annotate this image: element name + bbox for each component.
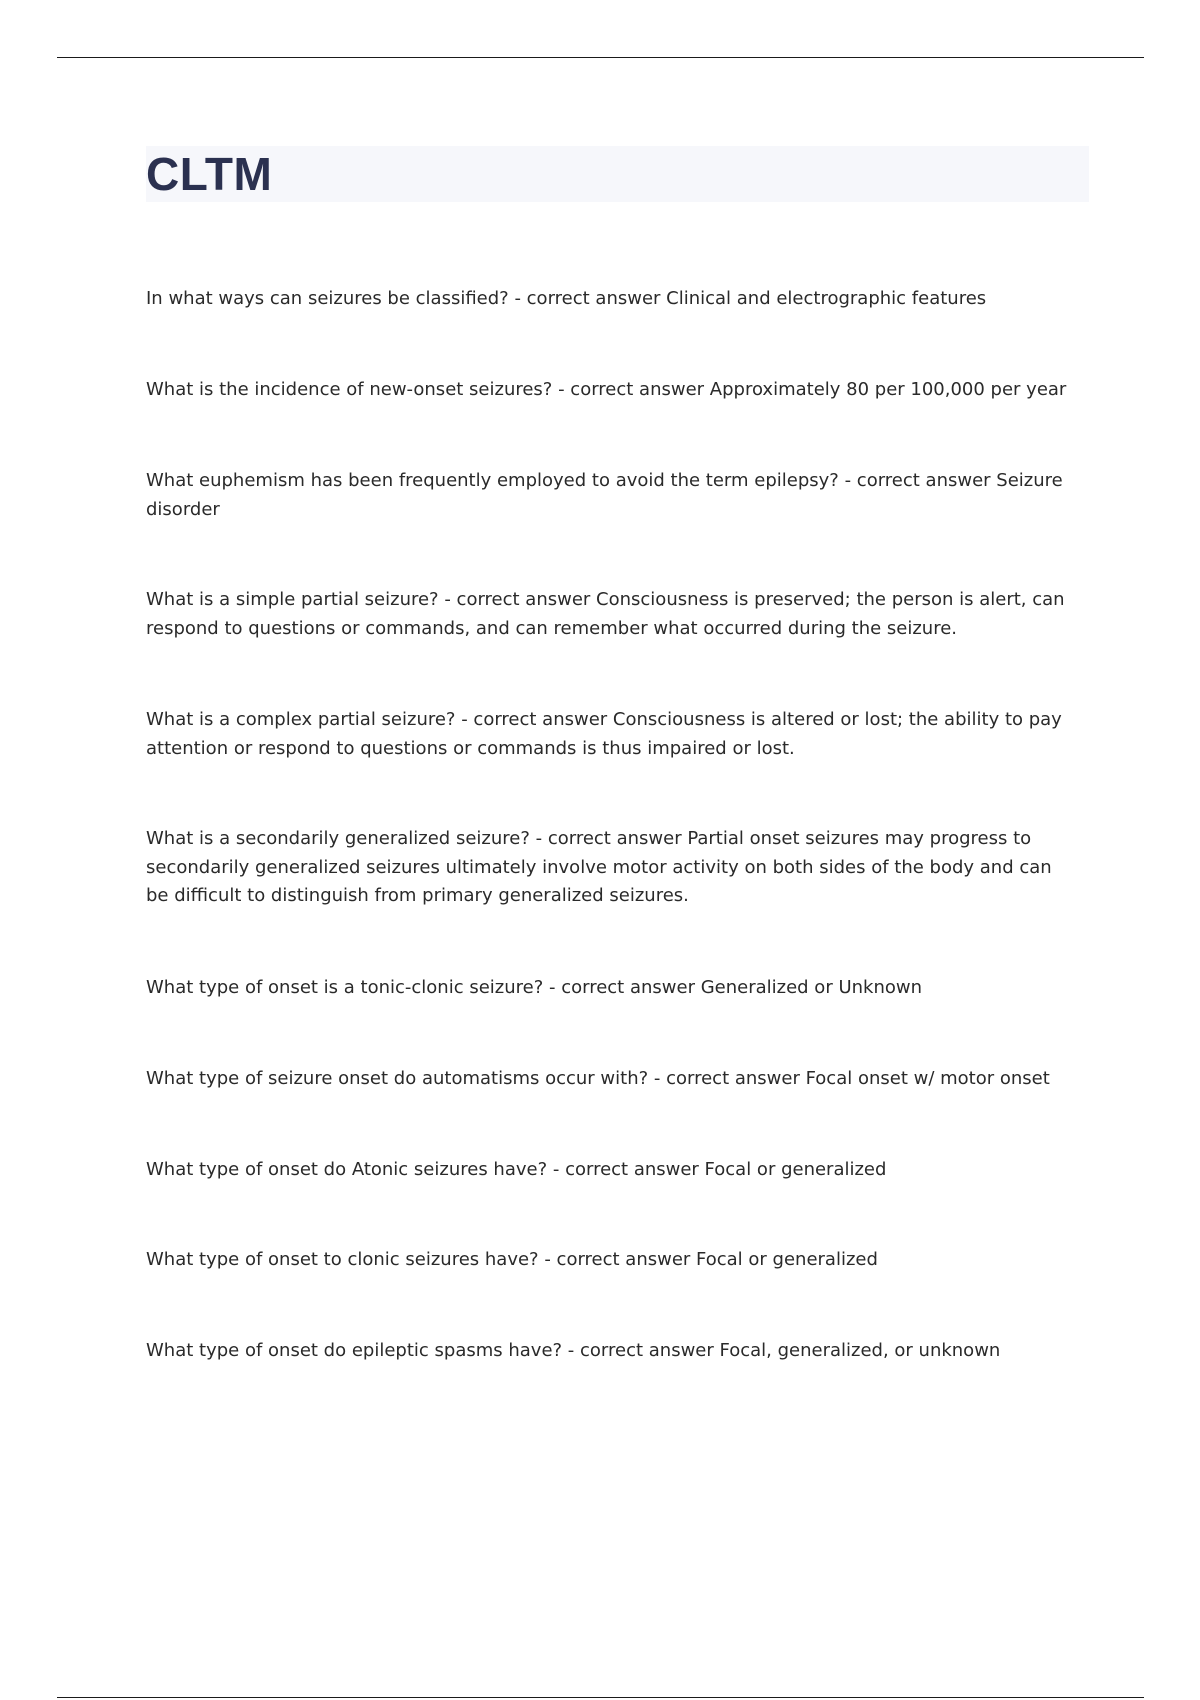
qa-item-11: What type of onset do epileptic spasms have? - correct answer Focal, generalized, or unknown: [146, 1340, 1001, 1361]
qa-item-9: What type of onset do Atonic seizures have? - correct answer Focal or generalized: [146, 1159, 887, 1180]
bottom-rule: [57, 1697, 1144, 1698]
qa-item-10: What type of onset to clonic seizures have? - correct answer Focal or generalized: [146, 1249, 878, 1270]
qa-item-3: What euphemism has been frequently employed to avoid the term epilepsy? - correct answer Seizure disorder: [146, 470, 1063, 520]
top-rule: [57, 57, 1144, 58]
title-band: [146, 146, 1089, 202]
qa-item-2: What is the incidence of new-onset seizures? - correct answer Approximately 80 per 100,000 per year: [146, 379, 1067, 400]
qa-item-1: In what ways can seizures be classified? - correct answer Clinical and electrographic features: [146, 288, 987, 309]
qa-item-5: What is a complex partial seizure? - correct answer Consciousness is altered or lost; the ability to pay attention or respond to questions or commands is thus impaired or lost.: [146, 709, 1062, 759]
qa-item-8: What type of seizure onset do automatisms occur with? - correct answer Focal onset w/ motor onset: [146, 1068, 1050, 1089]
page-title: CLTM: [146, 148, 273, 200]
qa-item-4: What is a simple partial seizure? - correct answer Consciousness is preserved; the person is alert, can respond to questions or commands, and can remember what occurred during the seizure.: [146, 589, 1065, 639]
qa-item-6: What is a secondarily generalized seizure? - correct answer Partial onset seizures may progress to secondarily generalized seizures ultimately involve motor activity on both sides of the body and can be difficult to distinguish from primary generalized seizures.: [146, 828, 1052, 906]
qa-item-7: What type of onset is a tonic-clonic seizure? - correct answer Generalized or Unknown: [146, 977, 922, 998]
